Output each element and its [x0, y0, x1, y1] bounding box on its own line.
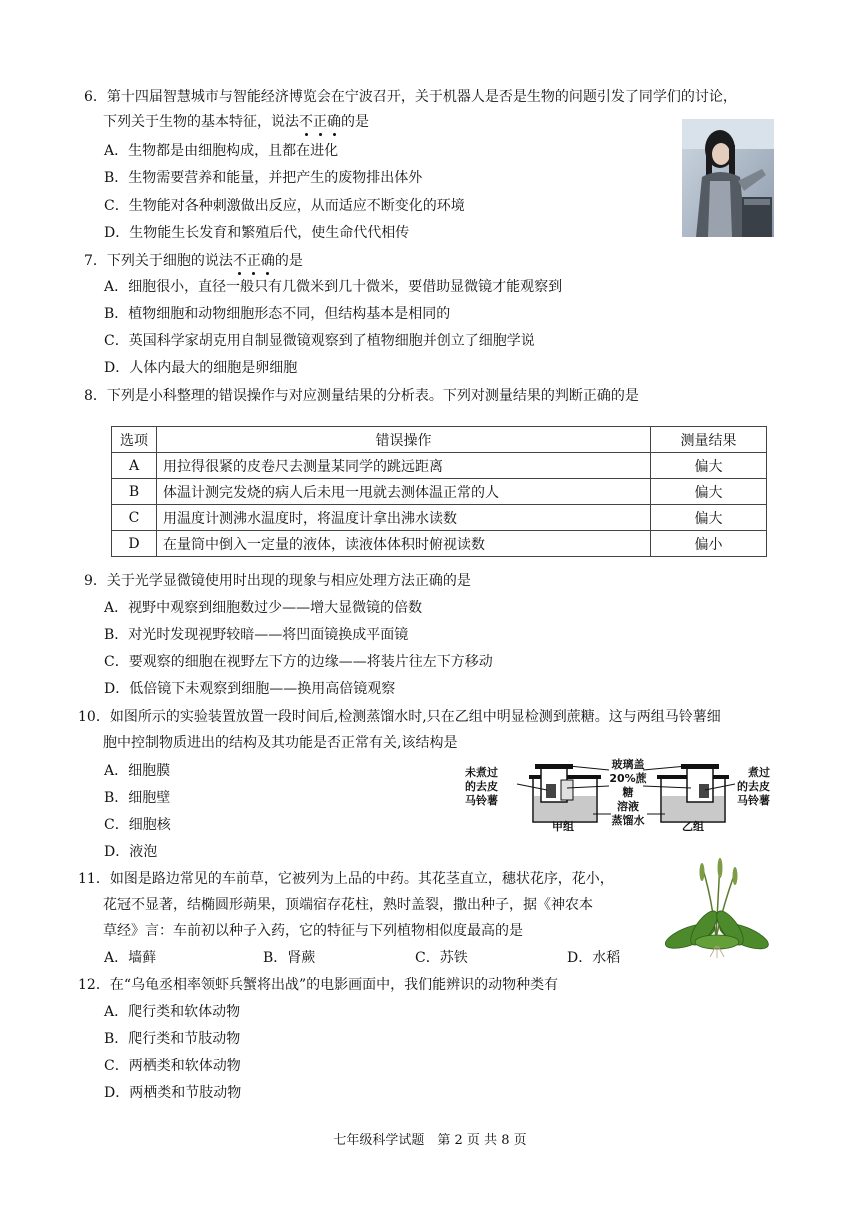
- q10-option-a: A．细胞膜: [104, 763, 171, 779]
- potato-experiment-diagram: [465, 758, 785, 836]
- cell-operation: 在量筒中倒入一定量的液体，读液体体积时俯视读数: [157, 531, 651, 557]
- diagram-center-labels: 玻璃盖 20%蔗糖 溶液 蒸馏水: [609, 758, 647, 827]
- q7-option-b: B．植物细胞和动物细胞形态不同，但结构基本是相同的: [104, 306, 451, 322]
- cell-result: 偏小: [651, 531, 767, 557]
- q10-option-b: B．细胞壁: [104, 790, 171, 806]
- diagram-group-left: 甲组: [552, 820, 574, 833]
- q10-option-d: D．液泡: [104, 844, 158, 860]
- q7-stem: 7．下列关于细胞的说法不正确的是: [84, 250, 303, 270]
- q12-option-b: B．爬行类和节肢动物: [104, 1031, 241, 1047]
- q11-option-c: C．苏铁: [415, 950, 468, 966]
- q8-stem: 8．下列是小科整理的错误操作与对应测量结果的分析表。下列对测量结果的判断正确的是: [84, 388, 639, 404]
- header-operation: 错误操作: [157, 427, 651, 453]
- q9-option-d: D．低倍镜下未观察到细胞——换用高倍镜观察: [104, 681, 396, 697]
- q10-option-c: C．细胞核: [104, 817, 171, 833]
- cell-result: 偏大: [651, 505, 767, 531]
- emphasis-char: 确: [261, 250, 275, 270]
- cell-option: C: [112, 505, 157, 531]
- diagram-right-label: 煮过 的去皮 马铃薯: [737, 766, 770, 807]
- q11-stem-line2: 花冠不显著，结椭圆形蒴果，顶端宿存花柱，熟时盖裂，撒出种子，据《神农本: [103, 897, 593, 913]
- q11-stem-line1: 11．如图是路边常见的车前草，它被列为上品的中药。其花茎直立，穗状花序，花小，: [78, 871, 614, 887]
- table-row: [112, 505, 767, 531]
- emphasis-char: 正: [247, 250, 261, 270]
- emphasis-char: 正: [313, 111, 327, 131]
- cell-result: 偏大: [651, 479, 767, 505]
- q12-stem: 12．在“乌龟丞相率领虾兵蟹将出战”的电影画面中，我们能辨识的动物种类有: [78, 977, 559, 993]
- q6-option-c: C．生物能对各种刺激做出反应，从而适应不断变化的环境: [104, 198, 465, 214]
- diagram-left-label: 未煮过 的去皮 马铃薯: [465, 766, 498, 807]
- table-row: [112, 479, 767, 505]
- cell-option: D: [112, 531, 157, 557]
- cell-operation: 用拉得很紧的皮卷尺去测量某同学的跳远距离: [157, 453, 651, 479]
- q6-option-d: D．生物能生长发育和繁殖后代，使生命代代相传: [104, 225, 410, 241]
- emphasis-char: 不: [233, 250, 247, 270]
- q11-stem-line3: 草经》言：车前初以种子入药，它的特征与下列植物相似度最高的是: [103, 923, 523, 939]
- q11-option-a: A．墙藓: [104, 950, 157, 966]
- q9-stem: 9．关于光学显微镜使用时出现的现象与相应处理方法正确的是: [84, 573, 471, 589]
- q10-stem-line1: 10．如图所示的实验装置放置一段时间后,检测蒸馏水时,只在乙组中明显检测到蔗糖。这与两组马铃薯细: [78, 709, 721, 725]
- cell-option: A: [112, 453, 157, 479]
- q6-option-b: B．生物需要营养和能量，并把产生的废物排出体外: [104, 170, 423, 186]
- page-footer: 七年级科学试题 第 2 页 共 8 页: [333, 1133, 527, 1148]
- q12-option-d: D．两栖类和节肢动物: [104, 1085, 242, 1101]
- cell-operation: 体温计测完发烧的病人后未甩一甩就去测体温正常的人: [157, 479, 651, 505]
- emphasis-char: 确: [327, 111, 341, 131]
- q7-option-d: D．人体内最大的细胞是卵细胞: [104, 360, 298, 376]
- q9-option-c: C．要观察的细胞在视野左下方的边缘——将装片往左下方移动: [104, 654, 493, 670]
- q7-option-a: A．细胞很小，直径一般只有几微米到几十微米，要借助显微镜才能观察到: [104, 279, 563, 295]
- q9-option-a: A．视野中观察到细胞数过少——增大显微镜的倍数: [104, 600, 423, 616]
- q10-stem-line2: 胞中控制物质进出的结构及其功能是否正常有关,该结构是: [103, 735, 458, 751]
- table-header-row: [112, 427, 767, 453]
- header-option: 选项: [112, 427, 157, 453]
- q11-option-d: D．水稻: [567, 950, 621, 966]
- cell-option: B: [112, 479, 157, 505]
- q12-option-c: C．两栖类和软体动物: [104, 1058, 241, 1074]
- plantain-plant-picture: [660, 858, 772, 958]
- q9-option-b: B．对光时发现视野较暗——将凹面镜换成平面镜: [104, 627, 409, 643]
- header-result: 测量结果: [651, 427, 767, 453]
- q11-option-b: B．肾蕨: [263, 950, 316, 966]
- cell-operation: 用温度计测沸水温度时，将温度计拿出沸水读数: [157, 505, 651, 531]
- q12-option-a: A．爬行类和软体动物: [104, 1004, 241, 1020]
- table-row: [112, 531, 767, 557]
- q7-option-c: C．英国科学家胡克用自制显微镜观察到了植物细胞并创立了细胞学说: [104, 333, 535, 349]
- table-row: [112, 453, 767, 479]
- q6-option-a: A．生物都是由细胞构成，且都在进化: [104, 143, 339, 159]
- q8-table: [111, 426, 767, 557]
- q6-stem-line2: 下列关于生物的基本特征，说法不正确的是: [103, 111, 369, 131]
- diagram-group-right: 乙组: [682, 820, 704, 833]
- cell-result: 偏大: [651, 453, 767, 479]
- robot-photo: [682, 119, 774, 237]
- emphasis-char: 不: [299, 111, 313, 131]
- q6-stem-line1: 6．第十四届智慧城市与智能经济博览会在宁波召开，关于机器人是否是生物的问题引发了同学们的讨论，: [84, 89, 737, 105]
